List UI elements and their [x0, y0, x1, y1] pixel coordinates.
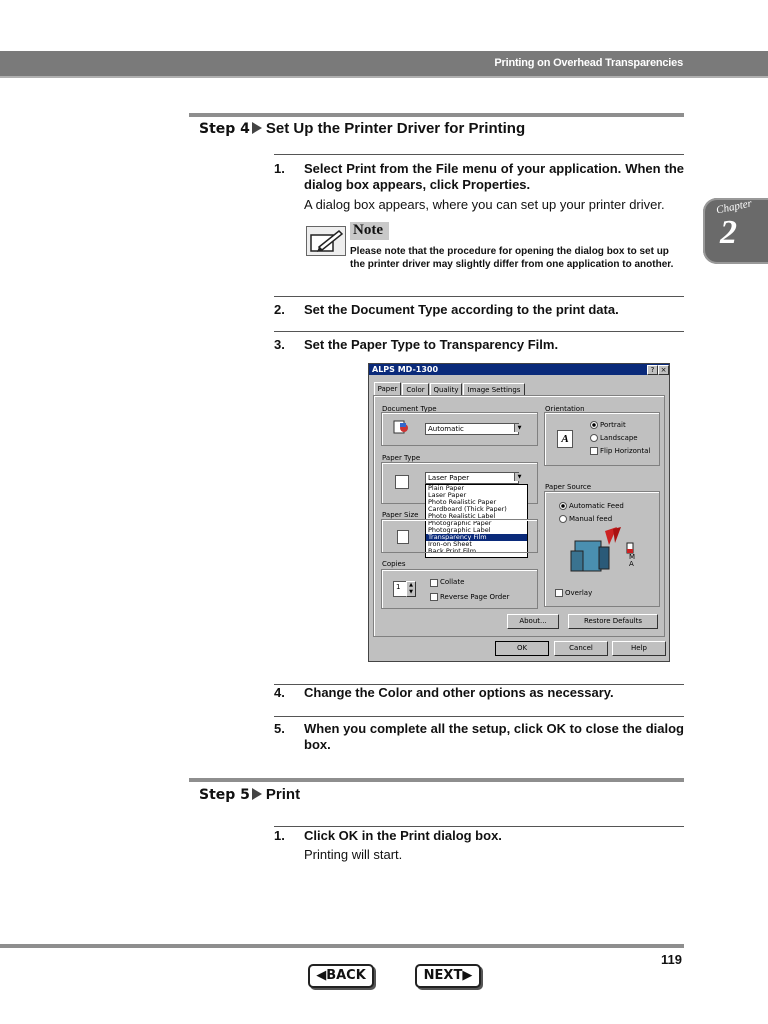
note-label: Note: [350, 222, 389, 240]
item-number: 2.: [274, 302, 285, 317]
paper-source-label: Paper Source: [545, 483, 592, 491]
tab-quality[interactable]: Quality: [430, 383, 462, 396]
ok-button[interactable]: OK: [495, 641, 549, 656]
help-button[interactable]: ?: [647, 365, 658, 375]
item-rule: [274, 296, 684, 297]
reverse-order-label: Reverse Page Order: [440, 593, 510, 601]
reverse-order-checkbox[interactable]: [430, 593, 438, 601]
item-number: 5.: [274, 721, 285, 736]
paper-type-option[interactable]: Photo Realistic Label: [428, 512, 496, 520]
item-text: Set the Paper Type to Transparency Film.: [304, 337, 559, 352]
chevron-down-icon[interactable]: ▼: [514, 424, 524, 432]
portrait-label: Portrait: [600, 421, 626, 429]
note-text: Please note that the procedure for opening the dialog box to set up the printer driver may slightly differ from one application to another.: [350, 246, 674, 270]
paper-type-option[interactable]: Cardboard (Thick Paper): [428, 505, 507, 513]
paper-type-option[interactable]: Photographic Paper: [428, 519, 492, 527]
overlay-label: Overlay: [565, 589, 593, 597]
paper-type-option[interactable]: Transparency Film: [426, 534, 527, 541]
auto-feed-label: Automatic Feed: [569, 502, 624, 510]
dialog-titlebar: [369, 364, 669, 375]
paper-type-option[interactable]: Plain Paper: [428, 484, 465, 492]
item-rule: [274, 716, 684, 717]
overlay-checkbox[interactable]: [555, 589, 563, 597]
paper-type-label: Paper Type: [382, 454, 421, 462]
paper-type-option[interactable]: Laser Paper: [428, 491, 467, 499]
flip-checkbox[interactable]: [590, 447, 598, 455]
item-rule: [274, 331, 684, 332]
printer-dialog-screenshot: [368, 363, 670, 662]
chapter-number: 2: [720, 214, 737, 251]
footer-rule: [0, 944, 684, 948]
collate-label: Collate: [440, 578, 465, 586]
note-pencil-icon: [306, 226, 346, 256]
item-number: 1.: [274, 828, 285, 843]
document-type-select[interactable]: Automatic: [425, 423, 519, 435]
item-text: Set the Document Type according to the print data.: [304, 302, 619, 317]
portrait-radio[interactable]: [590, 421, 598, 429]
step5-rule: [189, 778, 684, 782]
dialog-title: ALPS MD-1300: [372, 365, 439, 374]
paper-type-icon: [395, 475, 409, 489]
item-text: Change the Color and other options as necessary.: [304, 685, 614, 700]
cancel-button[interactable]: Cancel: [554, 641, 608, 656]
item-number: 1.: [274, 161, 285, 176]
tab-image-settings[interactable]: Image Settings: [463, 383, 525, 396]
step4-heading: [199, 120, 525, 138]
next-button[interactable]: NEXT▶: [415, 964, 481, 988]
auto-feed-radio[interactable]: [559, 502, 567, 510]
manual-feed-radio[interactable]: [559, 515, 567, 523]
landscape-label: Landscape: [600, 434, 638, 442]
document-type-label: Document Type: [382, 405, 437, 413]
chevron-down-icon[interactable]: ▼: [514, 473, 524, 481]
close-button[interactable]: ×: [658, 365, 669, 375]
copies-input[interactable]: 1: [393, 581, 407, 597]
chapter-word: Chapter: [715, 197, 753, 217]
step-arrow-icon: [252, 122, 262, 134]
restore-defaults-button[interactable]: Restore Defaults: [568, 614, 658, 629]
item-text: When you complete all the setup, click OK to close the dialog box.: [304, 721, 684, 752]
item-number: 4.: [274, 685, 285, 700]
collate-checkbox[interactable]: [430, 579, 438, 587]
item-subtext: Printing will start.: [304, 847, 403, 862]
item-rule: [274, 826, 684, 827]
tab-paper[interactable]: Paper: [374, 382, 401, 396]
item-subtext: A dialog box appears, where you can set up your printer driver.: [304, 197, 665, 212]
item-text: Click OK in the Print dialog box.: [304, 828, 502, 843]
item-text: Select Print from the File menu of your application. When the dialog box appears, click Properties.: [304, 161, 684, 192]
manual-feed-label: Manual feed: [569, 515, 613, 523]
paper-size-icon: [397, 530, 409, 544]
paper-type-option[interactable]: Photo Realistic Paper: [428, 498, 497, 506]
paper-size-label: Paper Size: [382, 511, 419, 519]
back-button[interactable]: ◀BACK: [308, 964, 374, 988]
step5-heading: [199, 786, 300, 804]
copies-spinner[interactable]: ▲ ▼: [406, 581, 416, 597]
orientation-label: Orientation: [545, 405, 585, 413]
paper-type-option[interactable]: Back Print Film: [428, 547, 477, 555]
printer-letters: M A: [629, 553, 636, 568]
header-title: Printing on Overhead Transparencies: [494, 57, 683, 69]
paper-type-option[interactable]: Photographic Label: [428, 526, 491, 534]
about-button[interactable]: About...: [507, 614, 559, 629]
paper-type-option[interactable]: Iron-on Sheet: [428, 540, 472, 548]
copies-label: Copies: [382, 560, 406, 568]
step-arrow-icon: [252, 788, 262, 800]
landscape-radio[interactable]: [590, 434, 598, 442]
orientation-icon: A: [557, 430, 573, 448]
step4-label: Step 4: [199, 121, 250, 137]
flip-label: Flip Horizontal: [600, 447, 651, 455]
item-number: 3.: [274, 337, 285, 352]
step4-title: Set Up the Printer Driver for Printing: [265, 120, 526, 137]
page-number: 119: [661, 952, 682, 967]
step4-rule: [189, 113, 684, 117]
item-rule: [274, 154, 684, 155]
step5-title: Print: [265, 786, 301, 803]
paper-type-select[interactable]: Laser Paper: [425, 472, 519, 484]
document-icon: [392, 419, 410, 435]
tab-color[interactable]: Color: [402, 383, 429, 396]
step5-label: Step 5: [199, 787, 250, 803]
help-text-button[interactable]: Help: [612, 641, 666, 656]
